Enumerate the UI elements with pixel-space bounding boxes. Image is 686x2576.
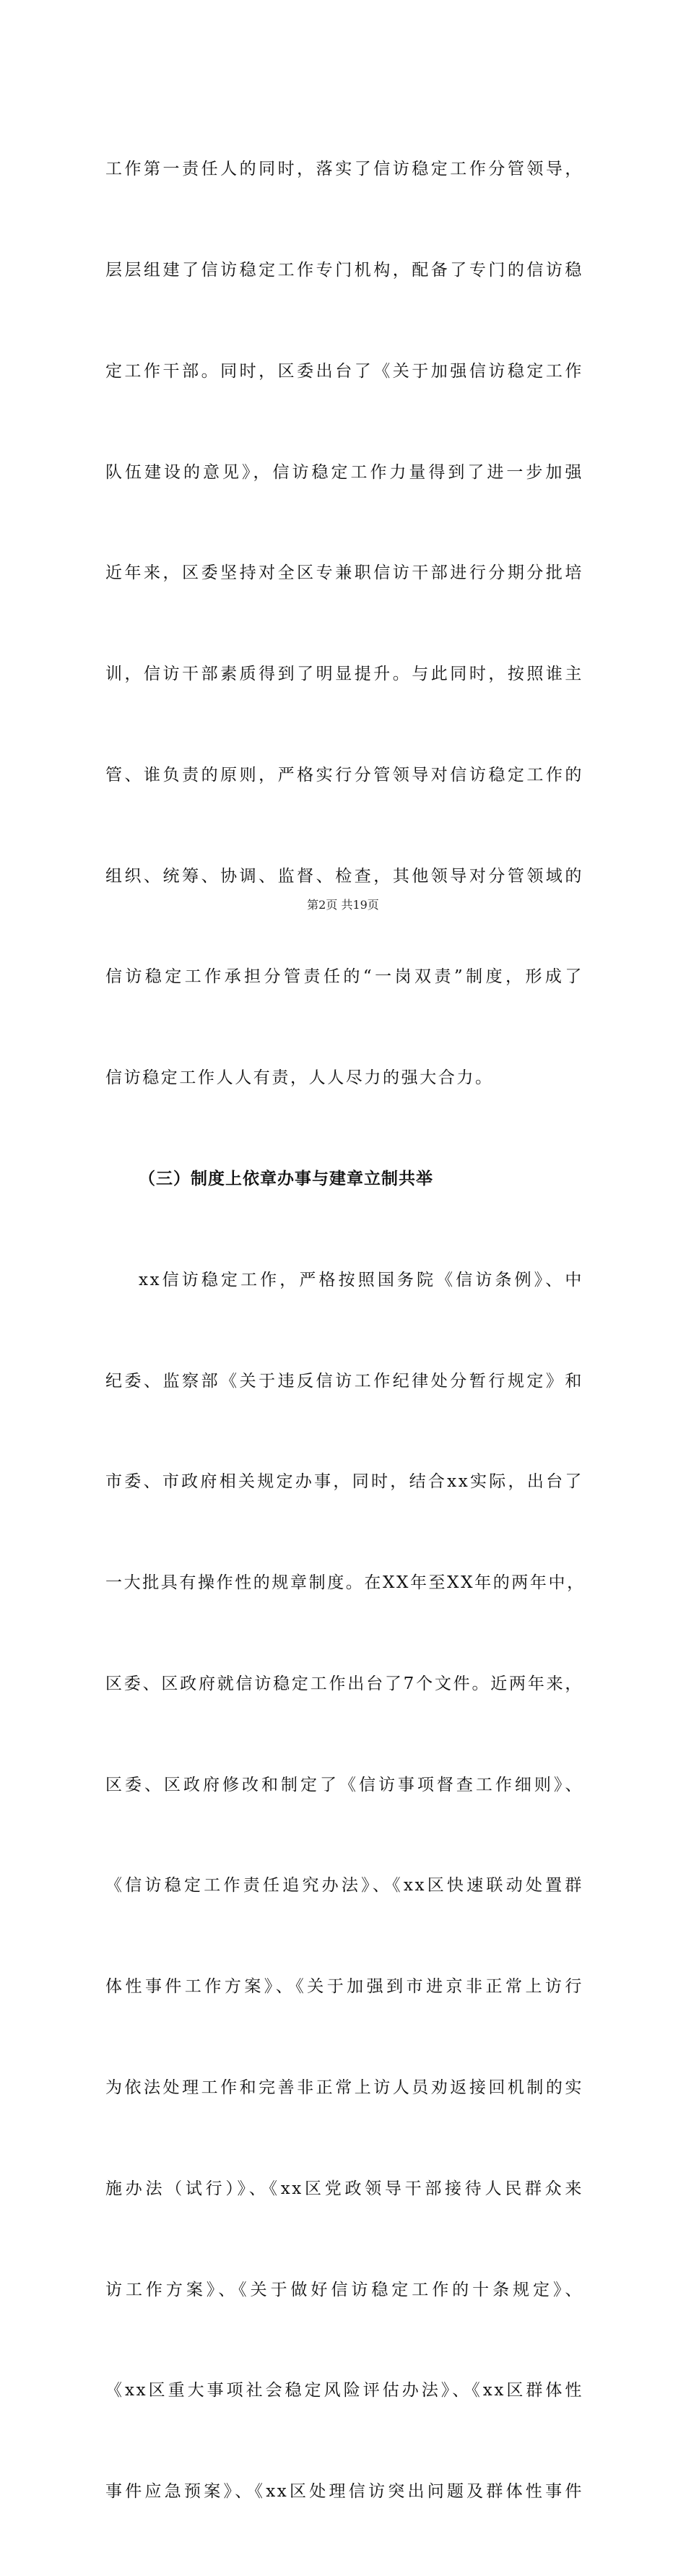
text-line: 工作第一责任人的同时，落实了信访稳定工作分管领导， <box>105 160 583 179</box>
text-line: 施办法（试行）》、《xx区党政领导干部接待人民群众来 <box>105 2179 583 2198</box>
text-line: 组织、统筹、协调、监督、检查，其他领导对分管领域的 <box>105 866 583 886</box>
text-line: 信访稳定工作人人有责，人人尽力的强大合力。 <box>105 1068 494 1088</box>
text-line: 队伍建设的意见》，信访稳定工作力量得到了进一步加强 <box>105 462 583 482</box>
page-footer: 第2页 共19页 <box>307 898 379 912</box>
text-line: 纪委、监察部《关于违反信访工作纪律处分暂行规定》和 <box>105 1371 583 1391</box>
text-line: 访工作方案》、《关于做好信访稳定工作的十条规定》、 <box>105 2280 583 2299</box>
text-line: 训，信访干部素质得到了明显提升。与此同时，按照谁主 <box>105 665 583 684</box>
text-line: xx信访稳定工作，严格按照国务院《信访条例》、中 <box>139 1270 583 1289</box>
text-line: 《信访稳定工作责任追究办法》、《xx区快速联动处置群 <box>105 1876 583 1896</box>
section-heading: （三）制度上依章办事与建章立制共举 <box>139 1170 433 1188</box>
text-line: 管、谁负责的原则，严格实行分管领导对信访稳定工作的 <box>105 765 583 785</box>
paragraph-responsibility <box>105 85 583 1162</box>
text-line: 事件应急预案》、《xx区处理信访突出问题及群体性事件 <box>105 2482 583 2502</box>
text-line: 区委、区政府修改和制定了《信访事项督查工作细则》、 <box>105 1775 583 1794</box>
text-line: 定工作干部。同时，区委出台了《关于加强信访稳定工作 <box>105 361 583 381</box>
text-line: 为依法处理工作和完善非正常上访人员劝返接回机制的实 <box>105 2078 583 2098</box>
paragraph-regulations <box>105 1196 586 2576</box>
text-line: 信访稳定工作承担分管责任的“一岗双责”制度，形成了 <box>105 967 583 987</box>
text-line: 《xx区重大事项社会稳定风险评估办法》、《xx区群体性 <box>105 2381 583 2400</box>
page-content <box>105 85 586 2576</box>
text-line: 近年来，区委坚持对全区专兼职信访干部进行分期分批培 <box>105 563 583 583</box>
text-line: 体性事件工作方案》、《关于加强到市进京非正常上访行 <box>105 1977 583 1997</box>
text-line: 市委、市政府相关规定办事，同时，结合xx实际，出台了 <box>105 1472 583 1492</box>
text-line: 区委、区政府就信访稳定工作出台了7个文件。近两年来， <box>105 1674 583 1693</box>
text-line: 层层组建了信访稳定工作专门机构，配备了专门的信访稳 <box>105 260 583 280</box>
text-line: 一大批具有操作性的规章制度。在XX年至XX年的两年中， <box>105 1573 586 1593</box>
